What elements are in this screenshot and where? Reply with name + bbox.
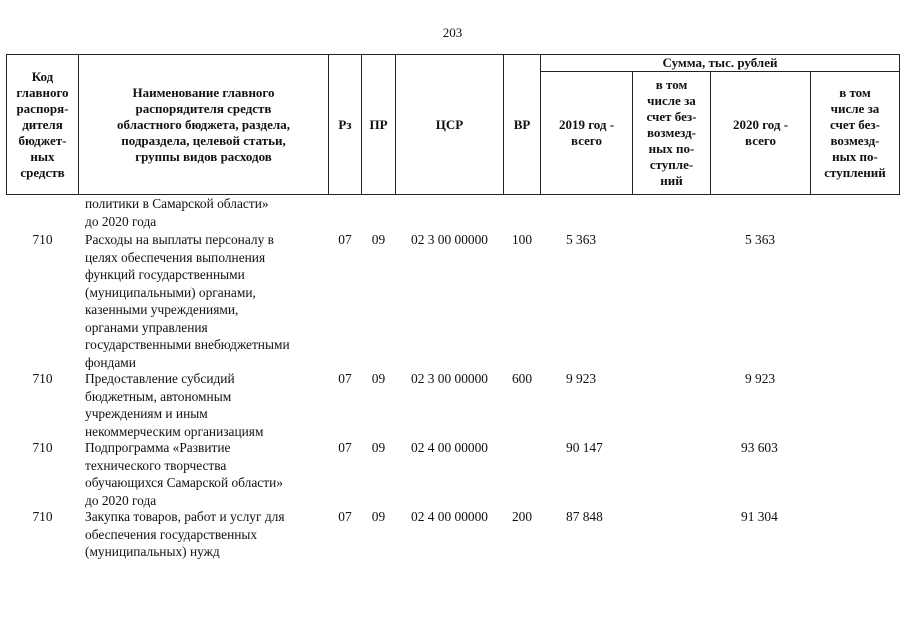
row-pr: 09 <box>371 371 386 386</box>
continuation-text: политики в Самарской области» до 2020 года <box>85 196 269 229</box>
row-rz: 07 <box>338 509 352 524</box>
header-2019-total: 2019 год - всего <box>558 117 615 148</box>
row-name: Закупка товаров, работ и услуг для обеспечения государственных (муниципальных) нужд <box>85 509 285 559</box>
row-code: 710 <box>32 509 53 524</box>
row-name: Расходы на выплаты персоналу в целях обеспечения выполнения функций государственными (муниципальными) органами, казенными учреждениями, органами управления государственными внебюджетными фондами <box>85 232 290 370</box>
col-rule <box>899 54 900 195</box>
row-2019-total: 90 147 <box>566 440 603 455</box>
row-2020-total: 91 304 <box>741 509 778 524</box>
row-2020-total: 93 603 <box>741 440 778 455</box>
row-csr: 02 3 00 00000 <box>411 232 488 247</box>
row-rz: 07 <box>338 371 352 386</box>
row-name: Предоставление субсидий бюджетным, автономным учреждениям и иным некоммерческим организациям <box>85 371 264 439</box>
header-code: Код главного распоря- дителя бюджет- ных средств <box>16 68 69 180</box>
row-pr: 09 <box>371 509 386 524</box>
header-2020-total: 2020 год - всего <box>732 117 789 148</box>
row-code: 710 <box>32 232 53 247</box>
page-number: 203 <box>442 25 463 40</box>
row-csr: 02 4 00 00000 <box>411 509 488 524</box>
row-rz: 07 <box>338 232 352 247</box>
header-2019-free: в том числе за счет без- возмезд- ных по- ступле- ний <box>646 77 697 188</box>
header-vr: ВР <box>513 116 531 132</box>
row-code: 710 <box>32 371 53 386</box>
header-sum-group: Сумма, тыс. рублей <box>662 55 778 70</box>
row-2019-total: 5 363 <box>566 232 597 247</box>
header-pr: ПР <box>369 116 388 132</box>
header-name: Наименование главного распорядителя средств областного бюджета, раздела, подраздела, целевой статьи, группы видов расходов <box>117 84 290 164</box>
row-csr: 02 3 00 00000 <box>411 371 488 386</box>
header-rz: Рз <box>338 116 352 132</box>
row-csr: 02 4 00 00000 <box>411 440 488 455</box>
row-code: 710 <box>32 440 53 455</box>
row-rz: 07 <box>338 440 352 455</box>
row-2019-total: 87 848 <box>566 509 603 524</box>
row-2020-total: 5 363 <box>745 232 776 247</box>
row-pr: 09 <box>371 440 386 455</box>
header-csr: ЦСР <box>435 116 464 132</box>
header-2020-free: в том числе за счет без- возмезд- ных по- ступлений <box>824 85 886 180</box>
row-2020-total: 9 923 <box>745 371 776 386</box>
row-pr: 09 <box>371 232 386 247</box>
row-vr: 200 <box>511 509 533 524</box>
row-vr: 100 <box>511 232 533 247</box>
row-name: Подпрограмма «Развитие технического творчества обучающихся Самарской области» до 2020 года <box>85 440 283 508</box>
row-2019-total: 9 923 <box>566 371 597 386</box>
row-vr: 600 <box>511 371 533 386</box>
